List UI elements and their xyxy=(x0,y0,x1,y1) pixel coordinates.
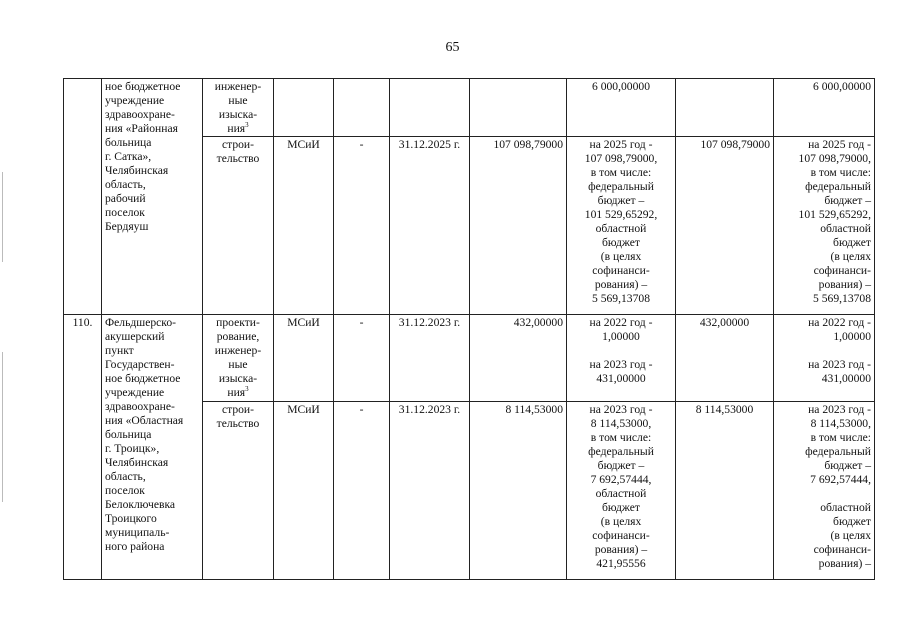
financing-cell: на 2023 год - 8 114,53000, в том числе: федеральный бюджет – 7 692,57444, областной бюджет (в целях софинанси- рования) – 421,95556 xyxy=(567,402,676,580)
dash-cell: - xyxy=(334,315,390,402)
row-number-cell xyxy=(64,79,102,315)
object-name-cell: Фельдшерско- акушерский пункт Государствен- ное бюджетное учреждение здравоохране- ния «Областная больница г. Троицк», Челябинская область, поселок Белоключевка Троицкого муниципаль- ного района xyxy=(102,315,203,580)
deadline-cell: 31.12.2023 г. xyxy=(390,315,470,402)
financing-cell: на 2022 год - 1,00000 на 2023 год - 431,00000 xyxy=(774,315,875,402)
financing-cell: на 2025 год - 107 098,79000, в том числе: федеральный бюджет – 101 529,65292, областной бюджет (в целях софинанси- рования) – 5 569,13708 xyxy=(774,137,875,315)
work-kind-cell: строи- тельство xyxy=(203,137,274,315)
objects-table xyxy=(63,78,875,580)
cost-cell xyxy=(470,79,567,137)
scan-edge-mark xyxy=(2,172,3,262)
cost-cell: 107 098,79000 xyxy=(470,137,567,315)
scan-edge-mark xyxy=(2,352,3,502)
financing-cell: на 2025 год - 107 098,79000, в том числе: федеральный бюджет – 101 529,65292, областной бюджет (в целях софинанси- рования) – 5 569,13708 xyxy=(567,137,676,315)
customer-cell: МСиИ xyxy=(274,137,334,315)
table-row xyxy=(64,315,875,402)
page-number: 65 xyxy=(445,40,460,55)
dash-cell xyxy=(334,79,390,137)
object-name-cell: ное бюджетное учреждение здравоохране- ния «Районная больница г. Сатка», Челябинская область, рабочий поселок Бердяуш xyxy=(102,79,203,315)
customer-cell: МСиИ xyxy=(274,315,334,402)
customer-cell: МСиИ xyxy=(274,402,334,580)
limit-cell: 8 114,53000 xyxy=(676,402,774,580)
deadline-cell xyxy=(390,79,470,137)
dash-cell: - xyxy=(334,137,390,315)
work-kind-cell: строи- тельство xyxy=(203,402,274,580)
financing-cell: на 2023 год - 8 114,53000, в том числе: федеральный бюджет – 7 692,57444, областной бюджет (в целях софинанси- рования) – xyxy=(774,402,875,580)
work-kind-cell: инженер- ные изыска- ния$^3$ xyxy=(203,79,274,137)
dash-cell: - xyxy=(334,402,390,580)
customer-cell xyxy=(274,79,334,137)
cost-cell: 432,00000 xyxy=(470,315,567,402)
deadline-cell: 31.12.2023 г. xyxy=(390,402,470,580)
financing-cell: 6 000,00000 xyxy=(567,79,676,137)
financing-cell: 6 000,00000 xyxy=(774,79,875,137)
financing-cell: на 2022 год - 1,00000 на 2023 год - 431,00000 xyxy=(567,315,676,402)
work-kind-cell: проекти- рование, инженер- ные изыска- ния$^3$ xyxy=(203,315,274,402)
cost-cell: 8 114,53000 xyxy=(470,402,567,580)
table-row xyxy=(64,79,875,137)
limit-cell: 432,00000 xyxy=(676,315,774,402)
row-number-cell: 110. xyxy=(64,315,102,580)
limit-cell xyxy=(676,79,774,137)
deadline-cell: 31.12.2025 г. xyxy=(390,137,470,315)
limit-cell: 107 098,79000 xyxy=(676,137,774,315)
